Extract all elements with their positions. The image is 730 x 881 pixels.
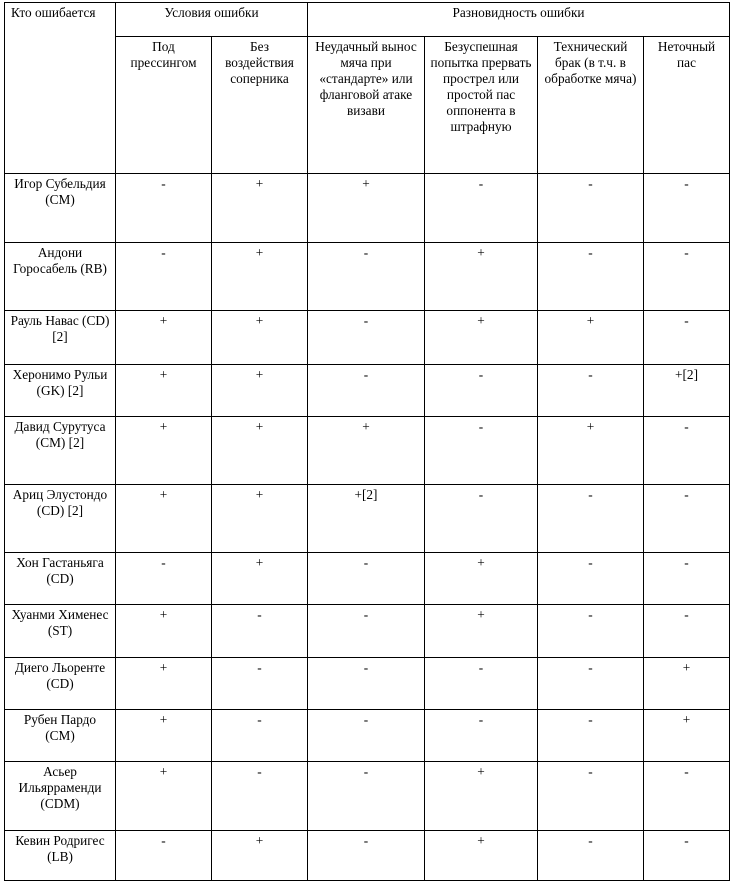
- error-table: [4, 2, 730, 881]
- table-row: [5, 710, 730, 762]
- table-cell: -: [538, 605, 644, 658]
- table-row: [5, 365, 730, 417]
- player-name: Диего Льоренте (CD): [5, 658, 116, 710]
- table-cell: +: [212, 243, 308, 311]
- table-row: [5, 174, 730, 243]
- table-cell: +: [308, 417, 425, 485]
- table-cell: +: [212, 485, 308, 553]
- table-cell: -: [538, 658, 644, 710]
- table-cell: +: [116, 762, 212, 831]
- table-cell: +: [425, 762, 538, 831]
- table-cell: -: [425, 658, 538, 710]
- header-kind: Разновидность ошибки: [308, 3, 730, 37]
- table-cell: -: [308, 553, 425, 605]
- table-cell: -: [425, 485, 538, 553]
- table-cell: -: [538, 553, 644, 605]
- player-name: Рубен Пардо (CM): [5, 710, 116, 762]
- table-cell: +: [116, 365, 212, 417]
- table-cell: +[2]: [308, 485, 425, 553]
- table-cell: -: [425, 417, 538, 485]
- table-cell: -: [644, 831, 730, 881]
- table-cell: -: [308, 605, 425, 658]
- player-name: Игор Субельдия (CM): [5, 174, 116, 243]
- player-name: Ариц Элустондо (CD) [2]: [5, 485, 116, 553]
- table-cell: -: [644, 417, 730, 485]
- table-cell: +: [116, 710, 212, 762]
- table-cell: -: [644, 243, 730, 311]
- table-cell: -: [538, 174, 644, 243]
- table-cell: -: [538, 762, 644, 831]
- table-cell: +: [116, 485, 212, 553]
- table-cell: -: [212, 605, 308, 658]
- table-cell: -: [212, 658, 308, 710]
- table-cell: +: [116, 311, 212, 365]
- table-cell: -: [644, 762, 730, 831]
- table-row: [5, 658, 730, 710]
- player-name: Давид Сурутуса (CM) [2]: [5, 417, 116, 485]
- table-cell: +: [308, 174, 425, 243]
- header-who: Кто ошибается: [5, 3, 116, 174]
- table-cell: +: [425, 553, 538, 605]
- table-cell: -: [308, 831, 425, 881]
- table-cell: +: [425, 605, 538, 658]
- table-cell: +: [116, 658, 212, 710]
- table-cell: -: [116, 174, 212, 243]
- table-cell: -: [308, 311, 425, 365]
- table-row: [5, 243, 730, 311]
- table-cell: -: [116, 831, 212, 881]
- table-cell: -: [538, 485, 644, 553]
- table-cell: +: [212, 417, 308, 485]
- table-row: [5, 605, 730, 658]
- table-cell: +: [212, 553, 308, 605]
- table-cell: -: [425, 365, 538, 417]
- header-technical-error: Технический брак (в т.ч. в обработке мяча): [538, 37, 644, 174]
- table-cell: +[2]: [644, 365, 730, 417]
- table-cell: -: [644, 553, 730, 605]
- player-name: Андони Горосабель (RB): [5, 243, 116, 311]
- table-cell: -: [308, 243, 425, 311]
- table-row: [5, 311, 730, 365]
- table-row: [5, 485, 730, 553]
- table-cell: -: [116, 243, 212, 311]
- table-row: [5, 831, 730, 881]
- player-name: Херонимо Рульи (GK) [2]: [5, 365, 116, 417]
- header-conditions: Условия ошибки: [116, 3, 308, 37]
- table-cell: +: [425, 311, 538, 365]
- header-failed-interception: Безуспешная попытка прервать прострел или простой пас оппонента в штрафную: [425, 37, 538, 174]
- table-cell: +: [538, 417, 644, 485]
- table-cell: -: [308, 658, 425, 710]
- table-row: [5, 553, 730, 605]
- table-cell: +: [116, 417, 212, 485]
- player-name: Хон Гастаньяга (CD): [5, 553, 116, 605]
- table-cell: +: [644, 658, 730, 710]
- table-cell: -: [308, 365, 425, 417]
- table-cell: +: [644, 710, 730, 762]
- table-cell: -: [644, 174, 730, 243]
- player-name: Рауль Навас (CD) [2]: [5, 311, 116, 365]
- table-cell: +: [538, 311, 644, 365]
- table-cell: +: [425, 243, 538, 311]
- table-cell: +: [425, 831, 538, 881]
- table-cell: -: [538, 710, 644, 762]
- table-cell: -: [644, 605, 730, 658]
- player-name: Хуанми Хименес (ST): [5, 605, 116, 658]
- table-cell: -: [425, 174, 538, 243]
- header-row-group: [5, 3, 730, 37]
- table-cell: -: [308, 762, 425, 831]
- header-no-opponent: Без воздействия соперника: [212, 37, 308, 174]
- table-cell: -: [425, 710, 538, 762]
- table-cell: -: [644, 485, 730, 553]
- player-name: Асьер Ильярраменди (CDM): [5, 762, 116, 831]
- table-cell: -: [308, 710, 425, 762]
- table-cell: +: [212, 174, 308, 243]
- table-cell: -: [212, 762, 308, 831]
- table-cell: +: [212, 365, 308, 417]
- table-cell: -: [538, 831, 644, 881]
- table-cell: +: [116, 605, 212, 658]
- header-inaccurate-pass: Неточный пас: [644, 37, 730, 174]
- table-cell: -: [538, 243, 644, 311]
- header-failed-clearance: Неудачный вынос мяча при «стандарте» или фланговой атаке визави: [308, 37, 425, 174]
- table-cell: -: [116, 553, 212, 605]
- header-under-pressure: Под прессингом: [116, 37, 212, 174]
- player-name: Кевин Родригес (LB): [5, 831, 116, 881]
- table-cell: -: [538, 365, 644, 417]
- table-cell: +: [212, 831, 308, 881]
- table-row: [5, 417, 730, 485]
- table-cell: -: [644, 311, 730, 365]
- table-cell: -: [212, 710, 308, 762]
- table-row: [5, 762, 730, 831]
- table-cell: +: [212, 311, 308, 365]
